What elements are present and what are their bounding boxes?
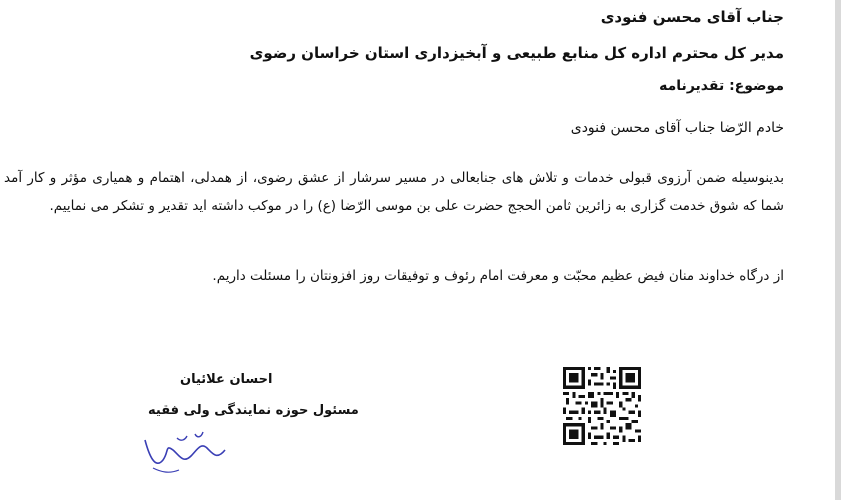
page-edge: [835, 0, 841, 500]
recipient-title: مدیر کل محترم اداره کل منابع طبیعی و آبخیزداری استان خراسان رضوی: [249, 44, 784, 62]
signer-name: احسان علائیان: [180, 372, 273, 387]
recipient-line: جناب آقای محسن فنودی: [600, 8, 784, 26]
closing-line: از درگاه خداوند منان فیض عظیم محبّت و معرفت امام رئوف و توفیقات روز افزونتان را مسئلت داریم.: [212, 268, 784, 284]
salutation: خادم الرّضا جناب آقای محسن فنودی: [570, 120, 784, 136]
subject-line: موضوع: تقدیرنامه: [659, 78, 784, 94]
qr-code-icon: [563, 367, 641, 445]
letter-body: بدینوسیله ضمن آرزوی قبولی خدمات و تلاش های جنابعالی در مسیر سرشار از عشق رضوی، از همدلی، اهتمام و همیاری مؤثر و کار آمد شما که شوق خدمت گزاری به زائرین ثامن الحجج حضرت علی بن موسی الرّضا (ع) را در موکب داشته اید تقدیر و تشکر می نماییم.: [4, 170, 784, 214]
signature-image: [135, 420, 235, 480]
signer-role: مسئول حوزه نمایندگی ولی فقیه: [148, 403, 359, 418]
